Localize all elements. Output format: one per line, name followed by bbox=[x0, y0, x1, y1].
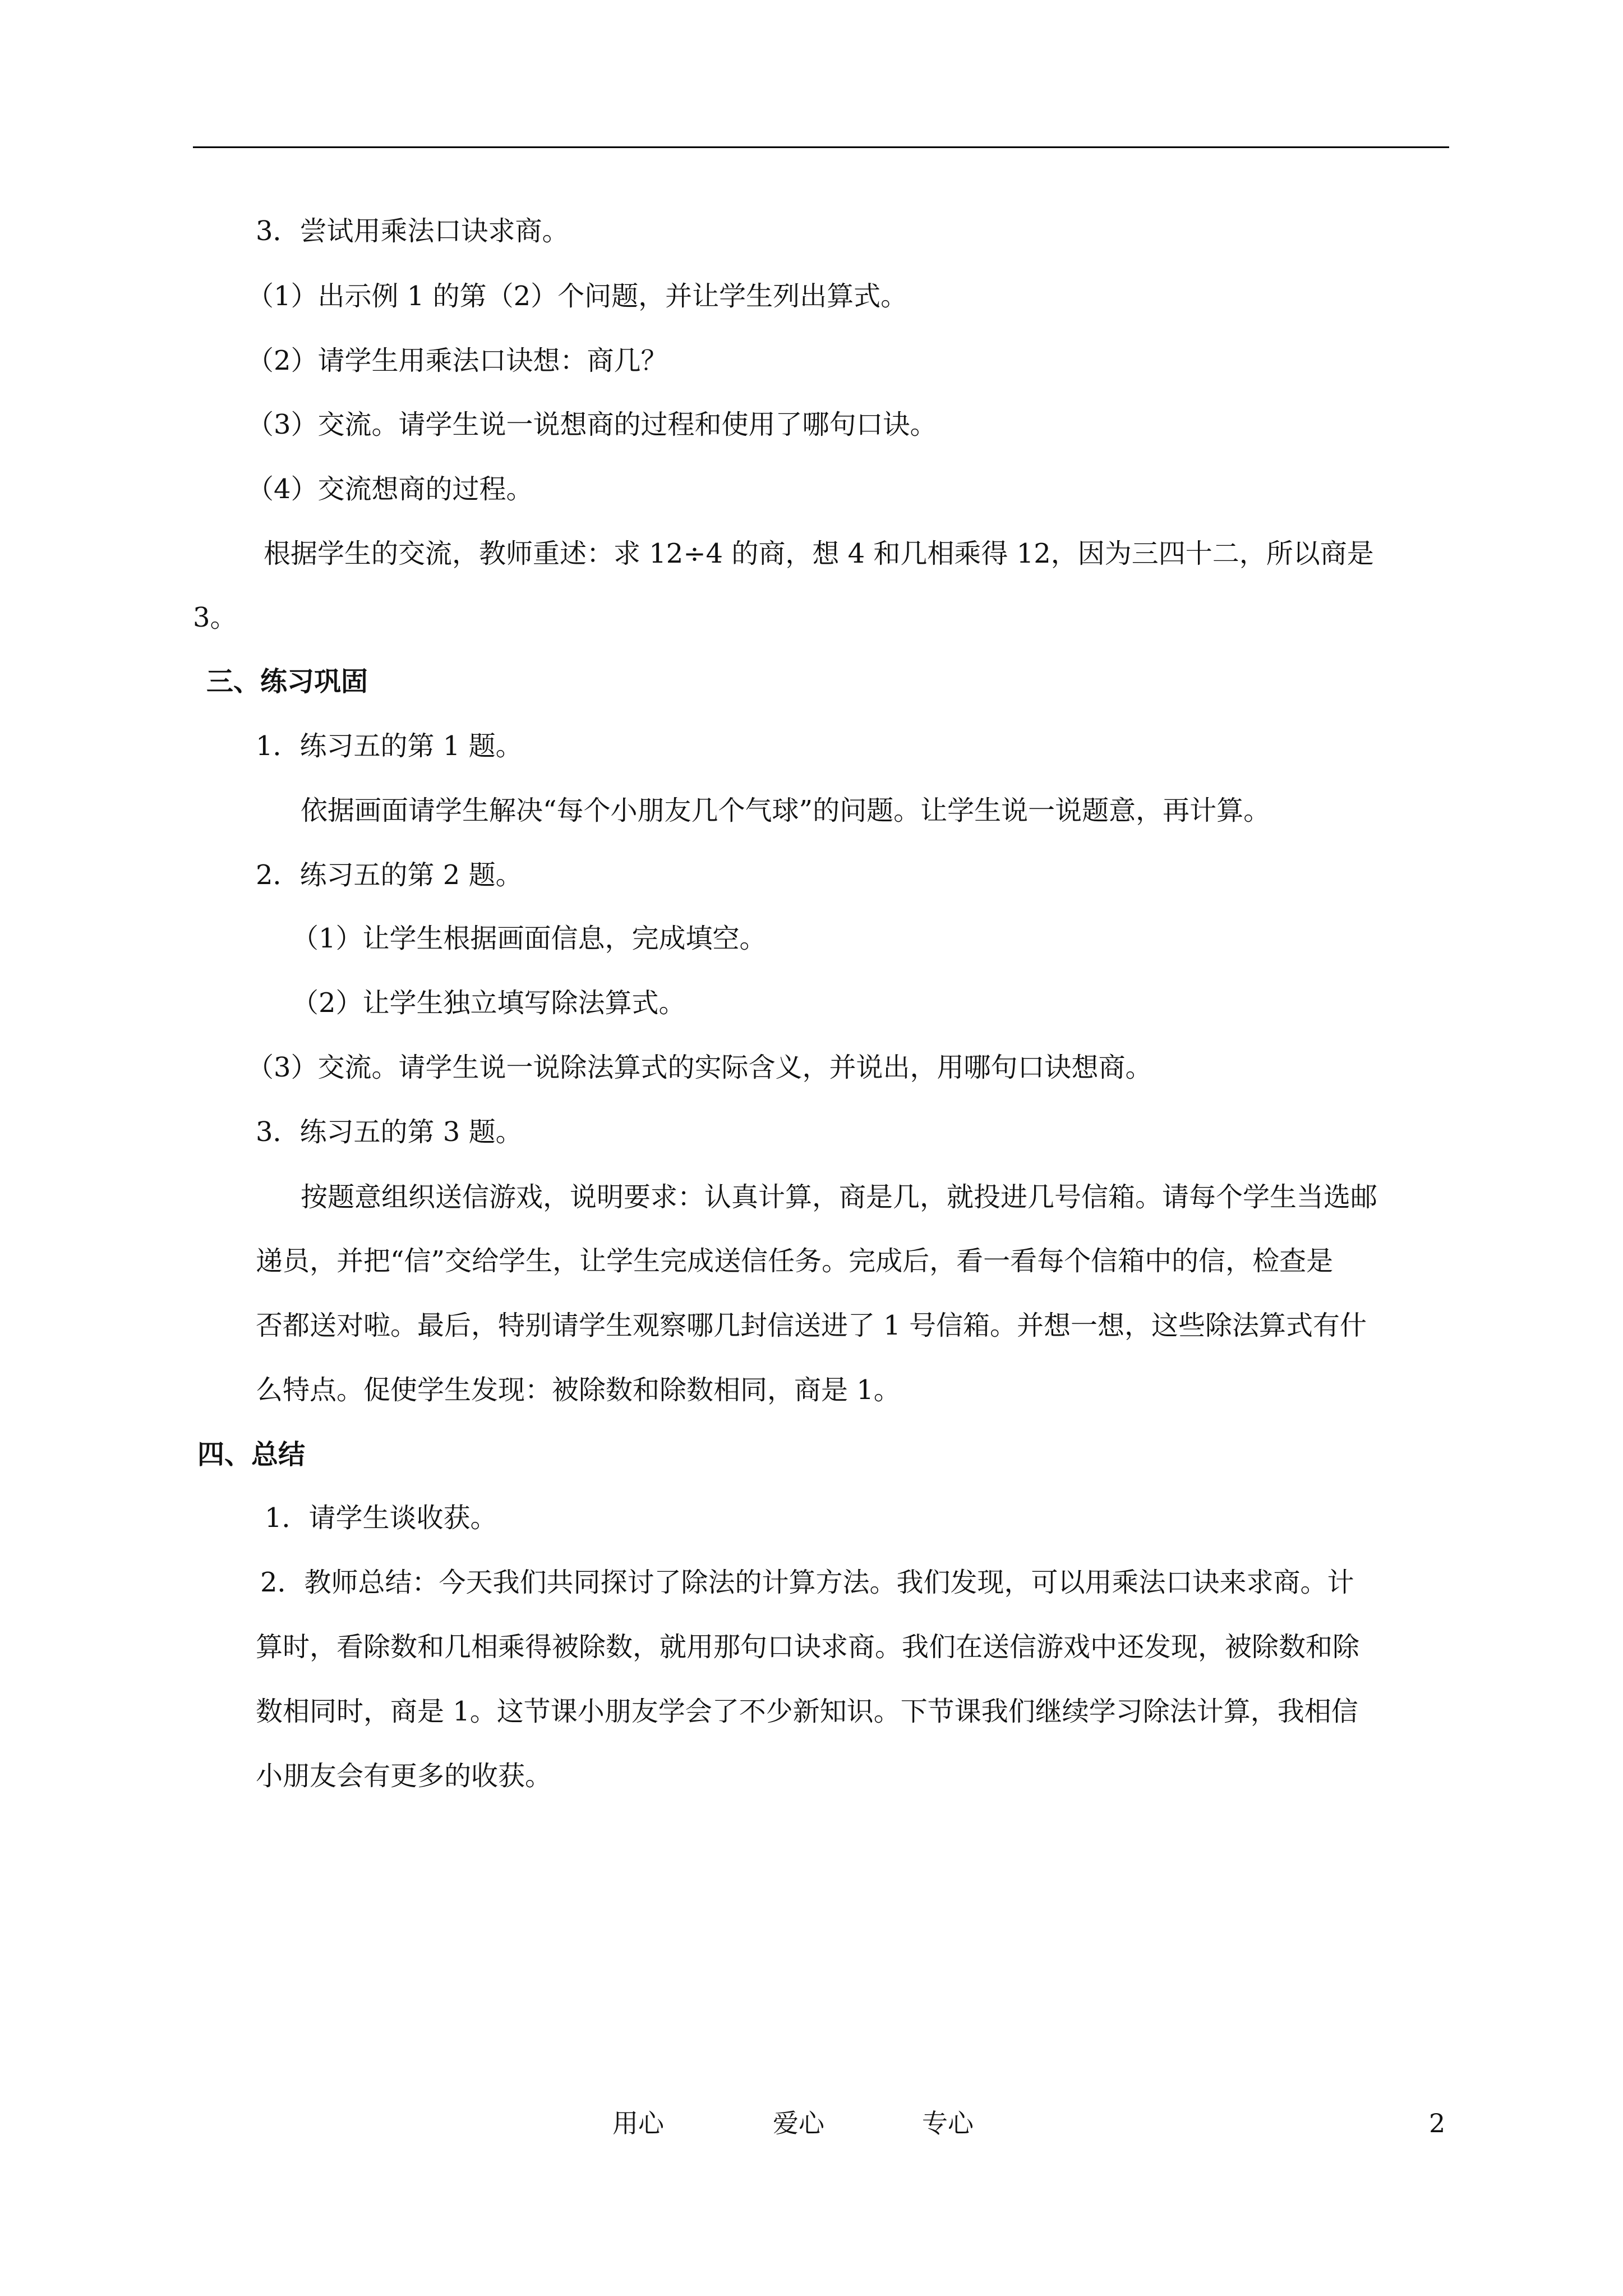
summary-item-2-cont-2: 数相同时，商是 1。这节课小朋友学会了不少新知识。下节课我们继续学习除法计算，我相信 bbox=[256, 1696, 1358, 1727]
teacher-restatement: 根据学生的交流，教师重述：求 12÷4 的商，想 4 和几相乘得 12，因为三四十二，所以商是 bbox=[264, 538, 1374, 569]
exercise-3-text-2: 递员，并把“信”交给学生，让学生完成送信任务。完成后，看一看每个信箱中的信，检查是 bbox=[256, 1245, 1334, 1277]
page-number: 2 bbox=[1429, 2108, 1446, 2138]
exercise-3-text-4: 么特点。促使学生发现：被除数和除数相同，商是 1。 bbox=[256, 1374, 901, 1406]
exercise-3-text-1: 按题意组织送信游戏，说明要求：认真计算，商是几，就投进几号信箱。请每个学生当选邮 bbox=[301, 1181, 1378, 1213]
section-4-title: 四、总结 bbox=[197, 1439, 306, 1470]
step-3-item-3: （3）交流。请学生说一说想商的过程和使用了哪句口诀。 bbox=[247, 409, 937, 440]
step-3-item-2: （2）请学生用乘法口诀想：商几？ bbox=[247, 345, 668, 376]
exercise-2-heading: 2．练习五的第 2 题。 bbox=[256, 859, 523, 891]
footer-motto-2: 爱心 bbox=[773, 2108, 824, 2138]
summary-item-2-cont-1: 算时，看除数和几相乘得被除数，就用那句口诀求商。我们在送信游戏中还发现，被除数和除 bbox=[256, 1631, 1360, 1663]
teacher-restatement-cont: 3。 bbox=[193, 602, 237, 633]
exercise-1-text: 依据画面请学生解决“每个小朋友几个气球”的问题。让学生说一说题意，再计算。 bbox=[301, 795, 1271, 826]
footer-motto-3: 专心 bbox=[922, 2108, 974, 2138]
step-3-item-4: （4）交流想商的过程。 bbox=[247, 473, 533, 505]
footer-motto-1: 用心 bbox=[612, 2108, 664, 2138]
header-rule bbox=[193, 146, 1449, 148]
exercise-2-item-1: （1）让学生根据画面信息，完成填空。 bbox=[292, 923, 767, 954]
summary-item-2-cont-3: 小朋友会有更多的收获。 bbox=[256, 1760, 552, 1792]
section-3-title: 三、练习巩固 bbox=[206, 666, 368, 697]
exercise-1-heading: 1．练习五的第 1 题。 bbox=[256, 730, 523, 762]
exercise-3-text-3: 否都送对啦。最后，特别请学生观察哪几封信送进了 1 号信箱。并想一想，这些除法算式有什 bbox=[256, 1310, 1367, 1341]
exercise-2-item-3: （3）交流。请学生说一说除法算式的实际含义，并说出，用哪句口诀想商。 bbox=[247, 1052, 1152, 1083]
step-3-item-1: （1）出示例 1 的第（2）个问题，并让学生列出算式。 bbox=[247, 280, 908, 312]
summary-item-2: 2．教师总结：今天我们共同探讨了除法的计算方法。我们发现，可以用乘法口诀来求商。计 bbox=[260, 1567, 1354, 1598]
exercise-2-item-2: （2）让学生独立填写除法算式。 bbox=[292, 987, 686, 1019]
step-3-heading: 3．尝试用乘法口诀求商。 bbox=[256, 215, 569, 247]
exercise-3-heading: 3．练习五的第 3 题。 bbox=[256, 1116, 523, 1148]
summary-item-1: 1．请学生谈收获。 bbox=[265, 1502, 497, 1534]
